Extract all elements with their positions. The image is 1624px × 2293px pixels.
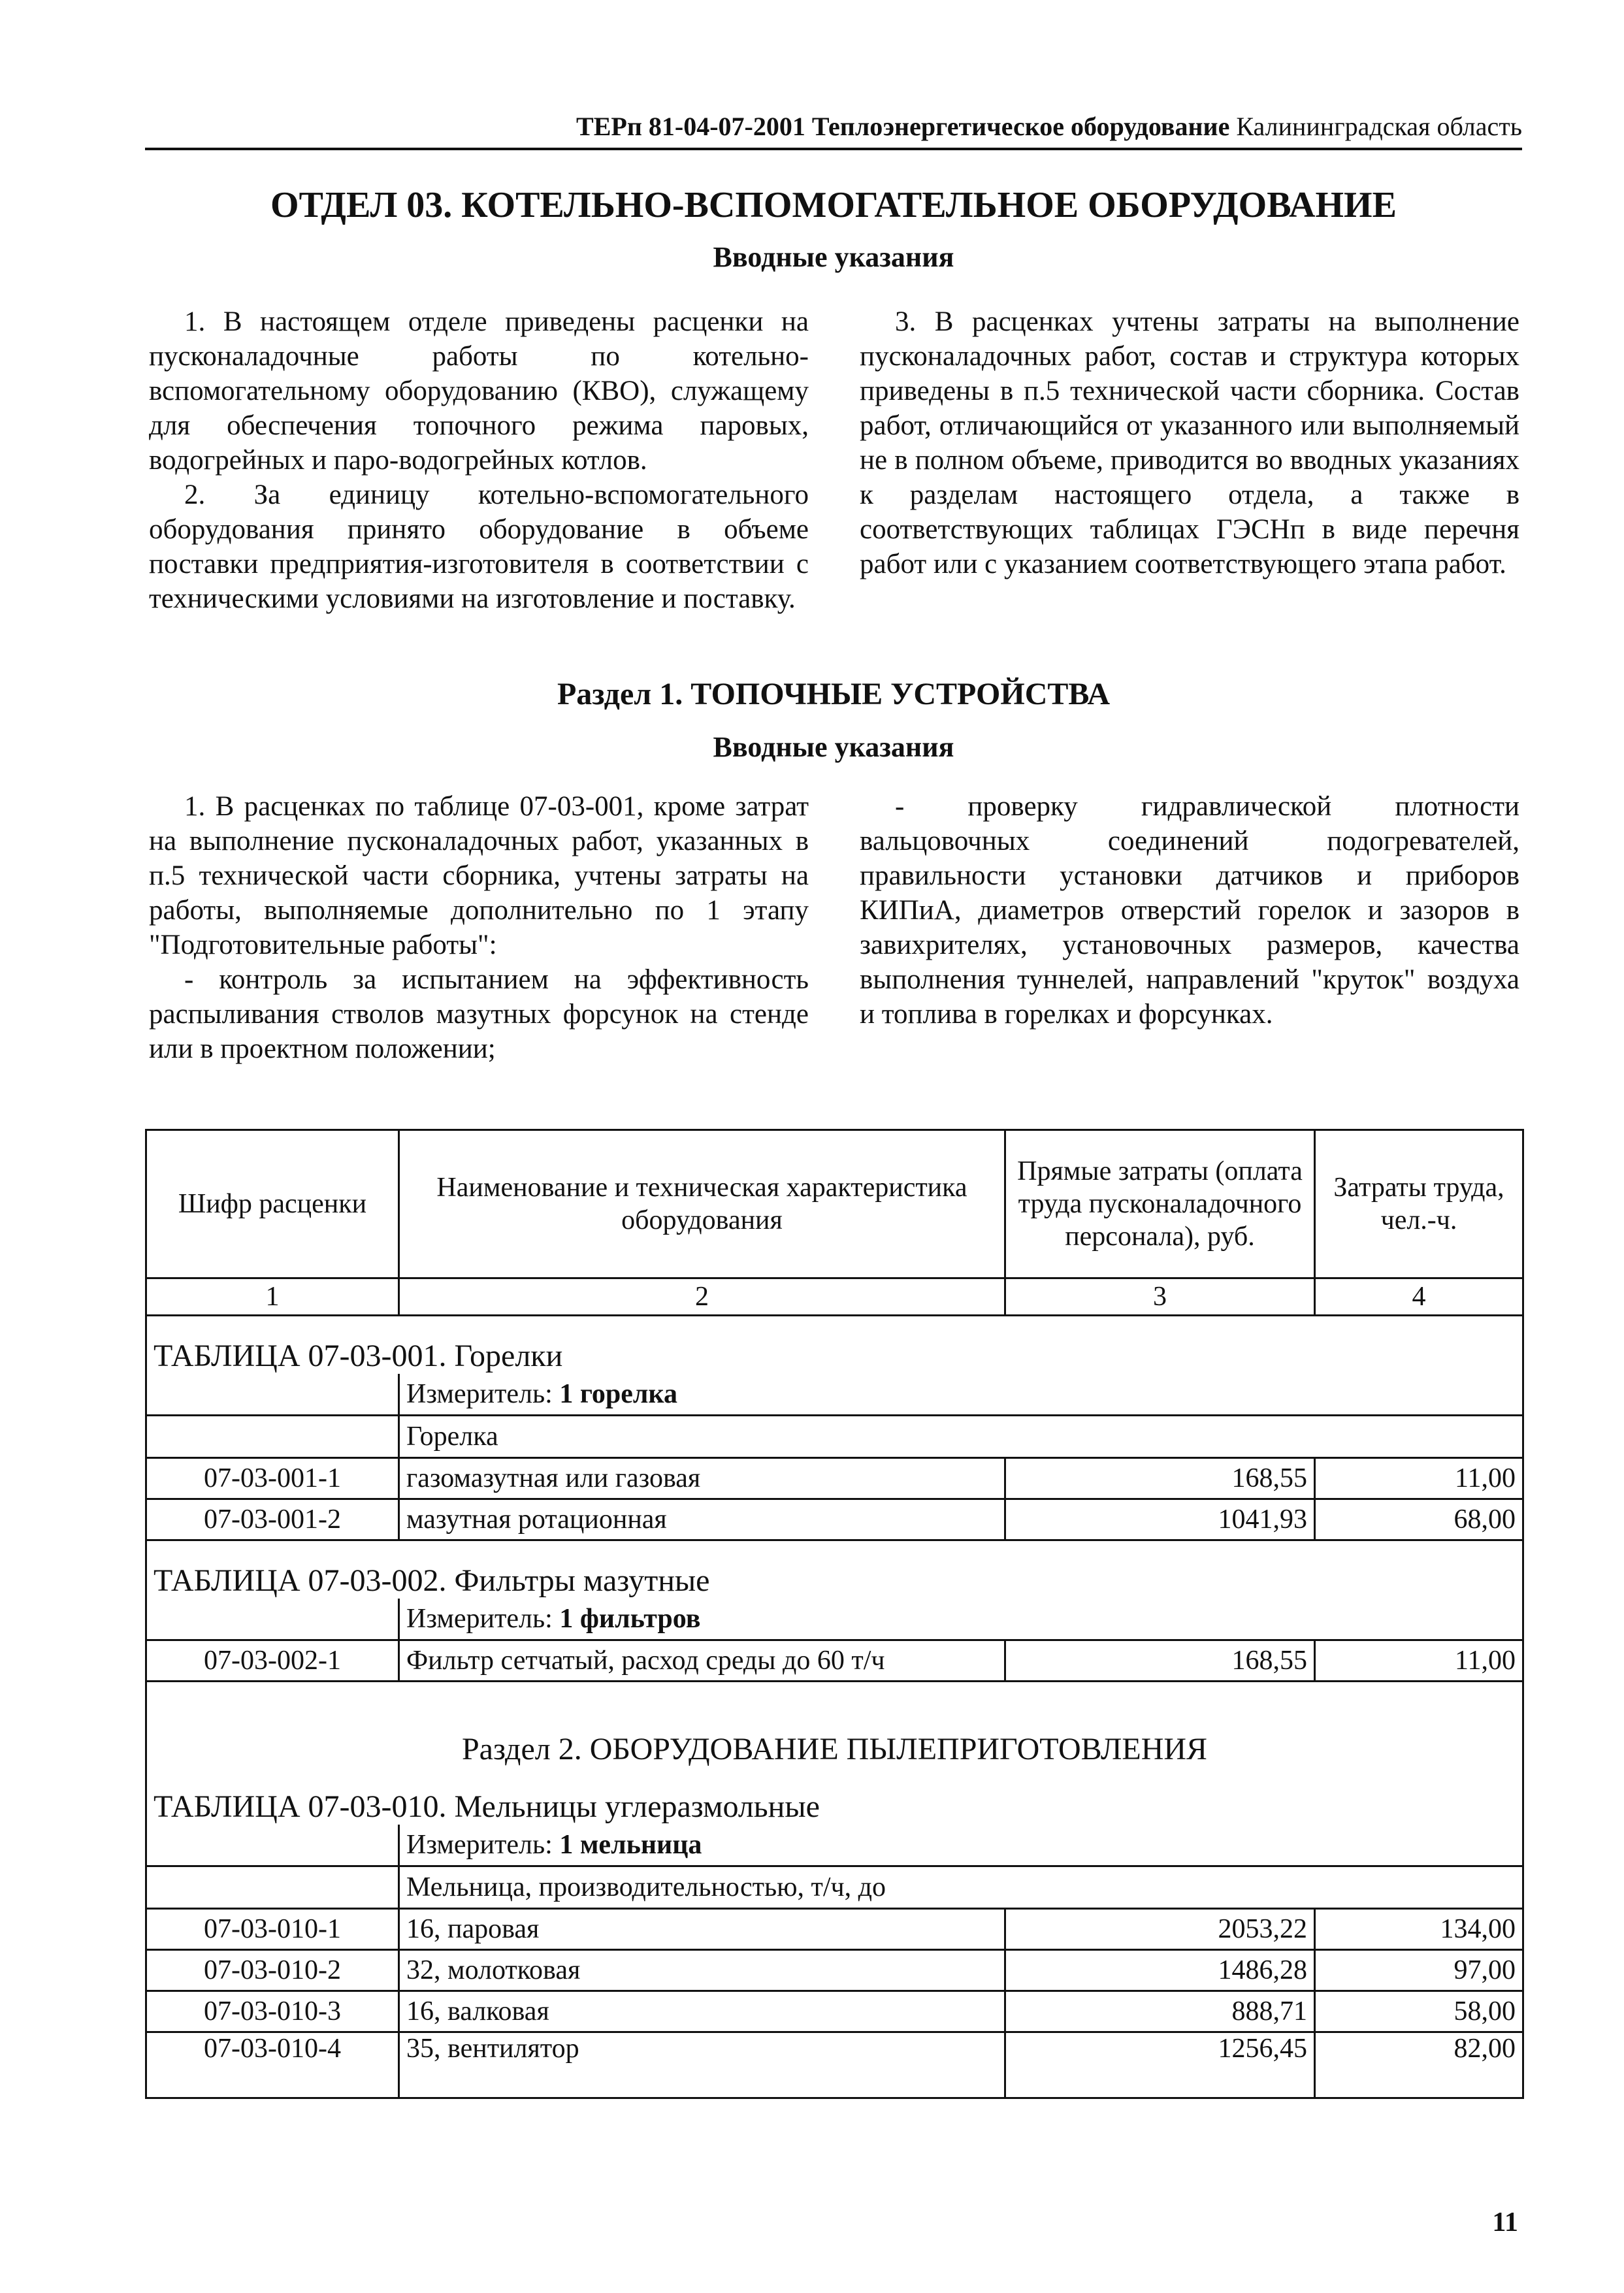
labor-cost: 68,00 xyxy=(1315,1499,1523,1540)
header-title: Теплоэнергетическое оборудование xyxy=(811,112,1230,141)
rate-code: 07-03-002-1 xyxy=(146,1640,399,1682)
table-title: ТАБЛИЦА 07-03-002. Фильтры мазутные xyxy=(146,1540,1523,1599)
labor-cost: 11,00 xyxy=(1315,1458,1523,1499)
direct-cost: 168,55 xyxy=(1005,1640,1315,1682)
column-number-row xyxy=(146,1278,1523,1316)
labor-cost: 11,00 xyxy=(1315,1640,1523,1682)
measure-unit: 1 фильтров xyxy=(559,1604,701,1634)
section1-title: Раздел 1. ТОПОЧНЫЕ УСТРОЙСТВА xyxy=(557,677,1111,711)
direct-cost: 2053,22 xyxy=(1005,1909,1315,1950)
equipment-name: 32, молотковая xyxy=(399,1950,1005,1991)
header-region: Калининградская область xyxy=(1236,112,1522,141)
rate-code: 07-03-010-4 xyxy=(146,2032,399,2098)
measure-unit: 1 горелка xyxy=(559,1379,677,1409)
measure-row xyxy=(146,1825,1523,1866)
table-row xyxy=(146,1909,1523,1950)
table-header-row xyxy=(146,1130,1523,1278)
rate-code: 07-03-010-1 xyxy=(146,1909,399,1950)
col-number: 4 xyxy=(1315,1278,1523,1316)
col-header-direct: Прямые затраты (оплата труда пусконаладочного персонала), руб. xyxy=(1005,1130,1315,1278)
table-title: ТАБЛИЦА 07-03-001. Горелки xyxy=(146,1316,1523,1374)
measure-row xyxy=(146,1374,1523,1416)
table-title-row xyxy=(146,1316,1523,1374)
table-row xyxy=(146,1640,1523,1682)
section1-paragraph: - проверку гидравлической плотности вальцовочных соединений подогревателей, правильности установки датчиков и приборов КИПиА, диаметров отверстий горелок и зазоров в завихрителях, установочных размеров, качества выполнения туннелей, направлений "круток" воздуха и топлива в горелках и форсунках. xyxy=(860,791,1519,1030)
table-title-row xyxy=(146,1767,1523,1825)
measure-text xyxy=(399,1599,1523,1640)
section1-paragraph: 1. В расценках по таблице 07-03-001, кроме затрат на выполнение пусконаладочных работ, указанных в п.5 технической части сборника, учтены затраты на работы, выполняемые дополнительно по 1 этапу "Подготовительные работы": xyxy=(149,791,809,960)
equipment-name: 35, вентилятор xyxy=(399,2032,1005,2098)
group-label: Мельница, производительностью, т/ч, до xyxy=(399,1866,1523,1909)
rate-code: 07-03-010-3 xyxy=(146,1991,399,2032)
section1-left-column xyxy=(149,789,809,1066)
measure-text xyxy=(399,1825,1523,1866)
intro-left-column xyxy=(149,304,809,616)
section1-right-column xyxy=(860,789,1519,1066)
intro-paragraph: 3. В расценках учтены затраты на выполнение пусконаладочных работ, состав и структура которых приведены в п.5 технической части сборника. Состав работ, отличающийся от указанного или выполняемый не в полном объеме, приводится во вводных указаниях к разделам настоящего отдела, а также в соответствующих таблицах ГЭСНп в виде перечня работ или с указанием соответствующего этапа работ. xyxy=(860,306,1519,579)
table-row xyxy=(146,1991,1523,2032)
running-header xyxy=(145,110,1522,150)
section1-columns xyxy=(149,789,1519,1066)
equipment-name: мазутная ротационная xyxy=(399,1499,1005,1540)
section2-title: Раздел 2. ОБОРУДОВАНИЕ ПЫЛЕПРИГОТОВЛЕНИЯ xyxy=(146,1682,1523,1768)
table-title: ТАБЛИЦА 07-03-010. Мельницы углеразмольные xyxy=(146,1767,1523,1825)
measure-unit: 1 мельница xyxy=(559,1830,702,1860)
intro-columns xyxy=(149,304,1519,616)
rate-code: 07-03-001-2 xyxy=(146,1499,399,1540)
labor-cost: 58,00 xyxy=(1315,1991,1523,2032)
header-code: ТЕРп 81-04-07-2001 xyxy=(576,112,805,141)
col-number: 2 xyxy=(399,1278,1005,1316)
equipment-name: 16, паровая xyxy=(399,1909,1005,1950)
group-label: Горелка xyxy=(399,1416,1523,1458)
intro-right-column xyxy=(860,304,1519,616)
department-title: ОТДЕЛ 03. КОТЕЛЬНО-ВСПОМОГАТЕЛЬНОЕ ОБОРУДОВАНИЕ xyxy=(270,185,1397,225)
section-title-row xyxy=(146,1682,1523,1768)
table-row xyxy=(146,2032,1523,2098)
direct-cost: 1486,28 xyxy=(1005,1950,1315,1991)
intro-heading: Вводные указания xyxy=(713,241,954,273)
equipment-name: Фильтр сетчатый, расход среды до 60 т/ч xyxy=(399,1640,1005,1682)
table-row xyxy=(146,1499,1523,1540)
equipment-name: 16, валковая xyxy=(399,1991,1005,2032)
section1-heading: Вводные указания xyxy=(713,731,954,763)
measure-label: Измеритель: xyxy=(406,1379,553,1409)
section1-paragraph: - контроль за испытанием на эффективность распыливания стволов мазутных форсунок на стенде или в проектном положении; xyxy=(149,964,809,1064)
labor-cost: 134,00 xyxy=(1315,1909,1523,1950)
col-number: 3 xyxy=(1005,1278,1315,1316)
direct-cost: 1041,93 xyxy=(1005,1499,1315,1540)
col-header-labor: Затраты труда, чел.-ч. xyxy=(1315,1130,1523,1278)
table-row xyxy=(146,1458,1523,1499)
table-title-row xyxy=(146,1540,1523,1599)
labor-cost: 82,00 xyxy=(1315,2032,1523,2098)
measure-row xyxy=(146,1599,1523,1640)
labor-cost: 97,00 xyxy=(1315,1950,1523,1991)
rates-table xyxy=(145,1129,1524,2099)
col-header-name: Наименование и техническая характеристика оборудования xyxy=(399,1130,1005,1278)
intro-paragraph: 2. За единицу котельно-вспомогательного оборудования принято оборудование в объеме поставки предприятия-изготовителя в соответствии с техническими условиями на изготовление и поставку. xyxy=(149,480,809,614)
col-header-code: Шифр расценки xyxy=(146,1130,399,1278)
direct-cost: 888,71 xyxy=(1005,1991,1315,2032)
equipment-name: газомазутная или газовая xyxy=(399,1458,1005,1499)
group-row xyxy=(146,1866,1523,1909)
direct-cost: 1256,45 xyxy=(1005,2032,1315,2098)
measure-text xyxy=(399,1374,1523,1416)
rate-code: 07-03-010-2 xyxy=(146,1950,399,1991)
table-row xyxy=(146,1950,1523,1991)
direct-cost: 168,55 xyxy=(1005,1458,1315,1499)
group-row xyxy=(146,1416,1523,1458)
measure-label: Измеритель: xyxy=(406,1604,553,1634)
page-number: 11 xyxy=(1492,2207,1518,2237)
intro-paragraph: 1. В настоящем отделе приведены расценки на пусконаладочные работы по котельно-вспомогательному оборудованию (КВО), служащему для обеспечения топочного режима паровых, водогрейных и паро-водогрейных котлов. xyxy=(149,306,809,476)
col-number: 1 xyxy=(146,1278,399,1316)
rate-code: 07-03-001-1 xyxy=(146,1458,399,1499)
measure-label: Измеритель: xyxy=(406,1830,553,1860)
